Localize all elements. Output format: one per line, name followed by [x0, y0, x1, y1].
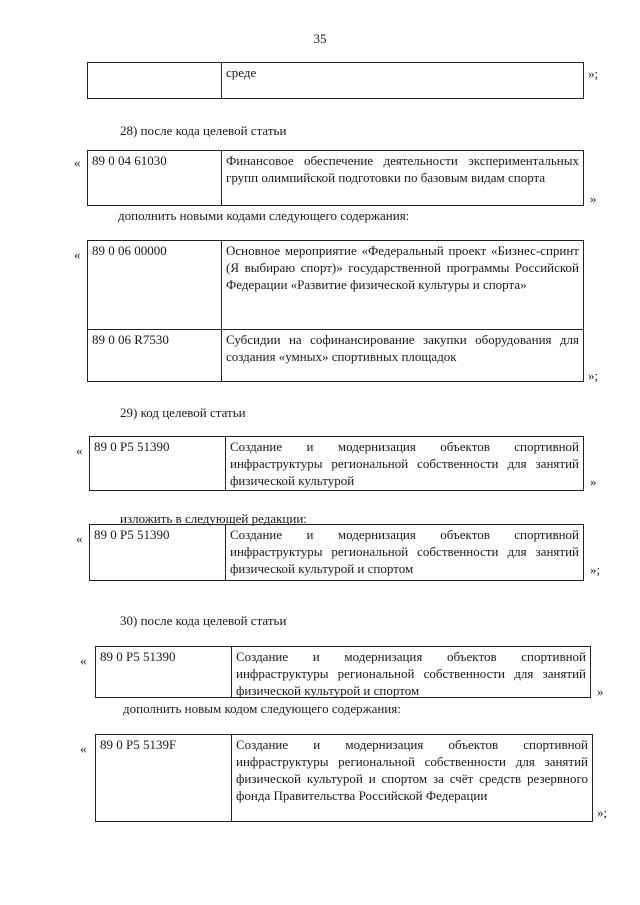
closing-quote: » [597, 684, 604, 699]
item-29-heading: 29) код целевой статьи [120, 405, 246, 420]
closing-quote: »; [588, 66, 599, 81]
item-29-new-wording-table [89, 524, 584, 581]
code-cell: 89 0 06 00000 [88, 241, 222, 329]
item-28-source-table [87, 150, 584, 206]
code-cell: 89 0 04 61030 [88, 151, 222, 205]
table-row [96, 735, 592, 821]
opening-quote: « [76, 443, 83, 458]
table-row [88, 329, 583, 381]
opening-quote: « [76, 531, 83, 546]
opening-quote: « [80, 653, 87, 668]
description-cell: Создание и модернизация объектов спортивной инфраструктуры региональной собственности для занятий физической культурой и спортом [236, 649, 586, 698]
closing-quote: » [590, 191, 597, 206]
description-cell: Создание и модернизация объектов спортивной инфраструктуры региональной собственности для занятий физической культурой и спортом за счёт средств резервного фонда Правительства Российской Федерации [236, 737, 588, 803]
opening-quote: « [74, 247, 81, 262]
item-30-source-table [95, 646, 591, 698]
code-cell: 89 0 P5 51390 [96, 647, 232, 697]
item-28-instruction: дополнить новыми кодами следующего содержания: [118, 208, 410, 223]
item-30-heading: 30) после кода целевой статьи [120, 613, 287, 628]
code-cell: 89 0 P5 5139F [96, 735, 232, 821]
code-cell: 89 0 06 R7530 [88, 330, 222, 381]
table-row [88, 151, 583, 205]
closing-quote: » [590, 474, 597, 489]
code-cell: 89 0 P5 51390 [90, 525, 226, 580]
item-29-source-table [89, 436, 584, 491]
table-row [90, 525, 583, 580]
item-29-instruction: изложить в следующей редакции: [120, 511, 307, 526]
description-cell: Создание и модернизация объектов спортивной инфраструктуры региональной собственности для занятий физической культурой и спортом [230, 527, 579, 576]
description-cell: Основное мероприятие «Федеральный проект «Бизнес-спринт (Я выбираю спорт)» государственной программы Российской Федерации «Развитие физической культуры и спорта» [226, 243, 579, 292]
item-30-new-code-table [95, 734, 593, 822]
table-continuation [87, 62, 584, 99]
description-cell: Финансовое обеспечение деятельности экспериментальных групп олимпийской подготовки по базовым видам спорта [226, 153, 579, 185]
item-28-heading: 28) после кода целевой статьи [120, 123, 287, 138]
closing-quote: »; [590, 562, 601, 577]
opening-quote: « [74, 155, 81, 170]
closing-quote: »; [597, 805, 608, 820]
closing-quote: »; [588, 368, 599, 383]
item-28-new-codes-table [87, 240, 584, 382]
table-row [88, 241, 583, 329]
code-cell [88, 63, 222, 98]
opening-quote: « [80, 741, 87, 756]
description-cell: среде [226, 65, 257, 80]
table-row [88, 63, 583, 98]
page-number: 35 [313, 31, 327, 46]
item-30-instruction: дополнить новым кодом следующего содержания: [123, 701, 401, 716]
table-row [96, 647, 590, 697]
table-row [90, 437, 583, 490]
code-cell: 89 0 P5 51390 [90, 437, 226, 490]
description-cell: Создание и модернизация объектов спортивной инфраструктуры региональной собственности для занятий физической культурой [230, 439, 579, 488]
description-cell: Субсидии на софинансирование закупки оборудования для создания «умных» спортивных площадок [226, 332, 579, 364]
